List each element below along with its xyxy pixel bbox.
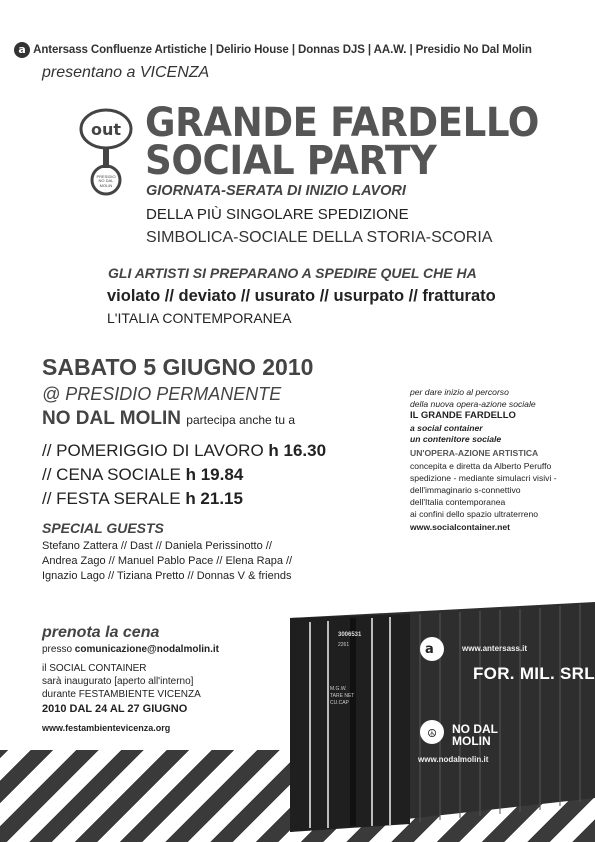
schedule-label: // CENA SOCIALE — [42, 465, 181, 484]
schedule-time: h 19.84 — [185, 465, 244, 484]
project-line: un contenitore sociale — [410, 434, 502, 444]
container-site-bottom: www.nodalmolin.it — [418, 755, 489, 764]
booking-line: durante FESTAMBIENTE VICENZA — [42, 689, 201, 700]
booking-email-line — [42, 644, 219, 655]
schedule-time: h 21.15 — [185, 489, 243, 508]
schedule-label: // FESTA SERALE — [42, 489, 181, 508]
container-code: 3006531 — [338, 632, 362, 638]
artists-line-1: GLI ARTISTI SI PREPARANO A SPEDIRE QUEL CHE HA — [108, 265, 477, 281]
project-line: spedizione - mediante simulacri visivi - — [410, 473, 557, 483]
guests-line: Andrea Zago // Manuel Pablo Pace // Elena Rapa // — [42, 555, 293, 567]
project-line: dell'Italia contemporanea — [410, 497, 506, 507]
booking-email-link[interactable]: comunicazione@nodalmolin.it — [74, 644, 220, 655]
booking-url-link[interactable]: www.festambientevicenza.org — [42, 723, 171, 733]
title-line-1: GRANDE FARDELLO — [145, 100, 539, 146]
svg-text:☮: ☮ — [427, 727, 437, 740]
presenting-text: presentano a VICENZA — [42, 64, 210, 81]
container-a-logo-icon: a — [425, 642, 434, 657]
booking-title: prenota la cena — [42, 624, 160, 641]
container-code-2: 2261 — [338, 642, 350, 648]
subtitle-line-2: DELLA PIÙ SINGOLARE SPEDIZIONE — [146, 206, 409, 223]
guests-line: Stefano Zattera // Dast // Daniela Perissinotto // — [42, 540, 272, 552]
schedule-item — [42, 489, 243, 509]
organizers-text: Antersass Confluenze Artistiche | Delirio House | Donnas DJS | AA.W. | Presidio No Dal Molin — [33, 44, 532, 56]
out-logo — [78, 108, 138, 202]
event-place-note: partecipa anche tu a — [186, 413, 296, 427]
container-no-dal-molin-logo: NO DAL MOLIN — [452, 722, 498, 748]
schedule-item — [42, 441, 326, 461]
schedule-time: h 16.30 — [268, 441, 327, 460]
container-shape — [290, 602, 595, 832]
project-line: dell'immaginario s-connettivo — [410, 485, 521, 495]
out-logo-label: out — [91, 120, 122, 139]
guests-line: Ignazio Lago // Tiziana Pretto // Donnas V & friends — [42, 570, 292, 582]
subtitle-line-3: SIMBOLICA-SOCIALE DELLA STORIA-SCORIA — [146, 229, 493, 246]
subtitle-line-1: GIORNATA-SERATA DI INIZIO LAVORI — [146, 183, 406, 199]
project-line: della nuova opera-azione sociale — [410, 399, 536, 409]
project-line: ai confini dello spazio ultraterreno — [410, 509, 539, 519]
antersass-logo-icon: a — [14, 42, 30, 58]
artists-line-2: violato // deviato // usurato // usurpato // fratturato — [107, 287, 496, 305]
event-date: SABATO 5 GIUGNO 2010 — [42, 354, 314, 380]
project-line: UN'OPERA-AZIONE ARTISTICA — [410, 448, 539, 458]
container-brand: FOR. MIL. SRL — [473, 664, 595, 683]
booking-line: il SOCIAL CONTAINER — [42, 663, 147, 674]
booking-presso: presso — [42, 644, 73, 655]
shipping-container-image — [290, 602, 595, 832]
schedule-item — [42, 465, 243, 485]
project-line: concepita e diretta da Alberto Peruffo — [410, 461, 552, 471]
project-line: a social container — [410, 423, 483, 433]
event-place-name-line — [42, 408, 295, 430]
guests-title: SPECIAL GUESTS — [42, 520, 164, 536]
artists-line-3: L'ITALIA CONTEMPORANEA — [107, 310, 292, 326]
container-site-top: www.antersass.it — [462, 644, 528, 653]
title-line-2: SOCIAL PARTY — [145, 138, 437, 184]
header-organizers-line — [14, 42, 532, 58]
project-line: IL GRANDE FARDELLO — [410, 410, 516, 421]
schedule-label: // POMERIGGIO DI LAVORO — [42, 441, 264, 460]
project-line: per dare inizio al percorso — [410, 387, 509, 397]
booking-line: sarà inaugurato [aperto all'interno] — [42, 676, 194, 687]
project-link[interactable]: www.socialcontainer.net — [410, 522, 510, 532]
event-place-name: NO DAL MOLIN — [42, 408, 181, 429]
booking-line: 2010 DAL 24 AL 27 GIUGNO — [42, 703, 188, 715]
out-logo-small-text: PRESIDIO NO DAL MOLIN — [96, 174, 116, 188]
event-place: @ PRESIDIO PERMANENTE — [42, 384, 282, 404]
container-plate: M.G.W. TARE NET CU.CAP — [330, 686, 355, 706]
